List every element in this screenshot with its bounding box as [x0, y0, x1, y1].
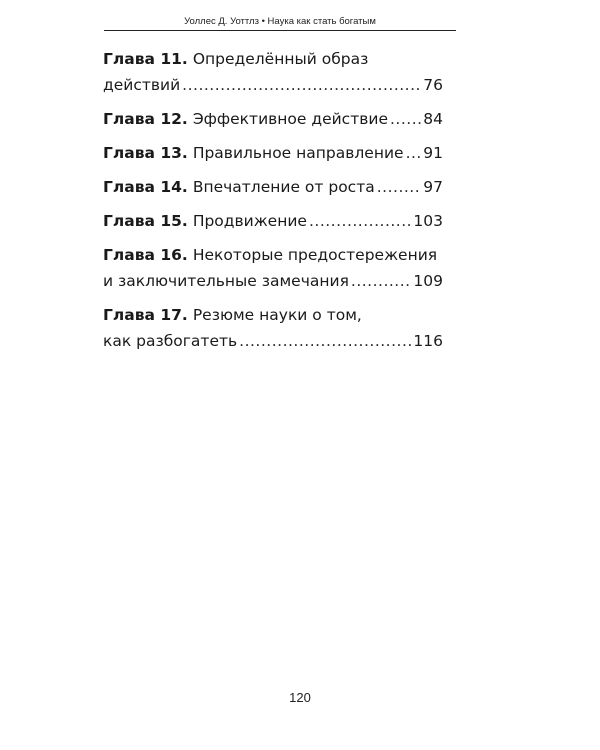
page-reference: 84: [423, 110, 443, 128]
chapter-title-continued: и заключительные замечания: [103, 272, 349, 290]
page-reference: 109: [413, 272, 443, 290]
table-of-contents: [103, 46, 443, 362]
dot-leader: [377, 174, 422, 200]
chapter-number: Глава 11.: [103, 50, 188, 68]
page-reference: 97: [423, 178, 443, 196]
chapter-number: Глава 13.: [103, 144, 188, 162]
dot-leader: [406, 140, 422, 166]
toc-entry-chapter-17[interactable]: [103, 302, 443, 354]
toc-entry-chapter-14[interactable]: [103, 174, 443, 200]
chapter-title: Резюме науки о том,: [192, 306, 362, 324]
dot-leader: [351, 268, 412, 294]
chapter-title: Правильное направление: [192, 144, 404, 162]
toc-entry-chapter-13[interactable]: [103, 140, 443, 166]
toc-entry-chapter-11[interactable]: [103, 46, 443, 98]
toc-entry-chapter-12[interactable]: [103, 106, 443, 132]
page-number: 120: [289, 690, 311, 705]
chapter-title: Некоторые предостережения: [192, 246, 438, 264]
page-reference: 91: [423, 144, 443, 162]
toc-entry-chapter-15[interactable]: [103, 208, 443, 234]
chapter-number: Глава 12.: [103, 110, 188, 128]
chapter-title: Продвижение: [192, 212, 307, 230]
chapter-number: Глава 15.: [103, 212, 188, 230]
chapter-number: Глава 17.: [103, 306, 188, 324]
chapter-title-continued: действий: [103, 76, 181, 94]
chapter-number: Глава 14.: [103, 178, 188, 196]
chapter-title: Определённый образ: [192, 50, 369, 68]
toc-entry-chapter-16[interactable]: [103, 242, 443, 294]
running-head: Уоллес Д. Уоттлз • Наука как стать богатым: [184, 16, 376, 27]
chapter-title: Эффективное действие: [192, 110, 388, 128]
page-reference: 103: [413, 212, 443, 230]
chapter-number: Глава 16.: [103, 246, 188, 264]
chapter-title: Впечатление от роста: [192, 178, 375, 196]
chapter-title-continued: как разбогатеть: [103, 332, 238, 350]
dot-leader: [182, 72, 421, 98]
dot-leader: [309, 208, 411, 234]
dot-leader: [239, 328, 411, 354]
page-reference: 116: [413, 332, 443, 350]
page-reference: 76: [423, 76, 443, 94]
dot-leader: [390, 106, 421, 132]
running-head-rule: [104, 30, 456, 31]
